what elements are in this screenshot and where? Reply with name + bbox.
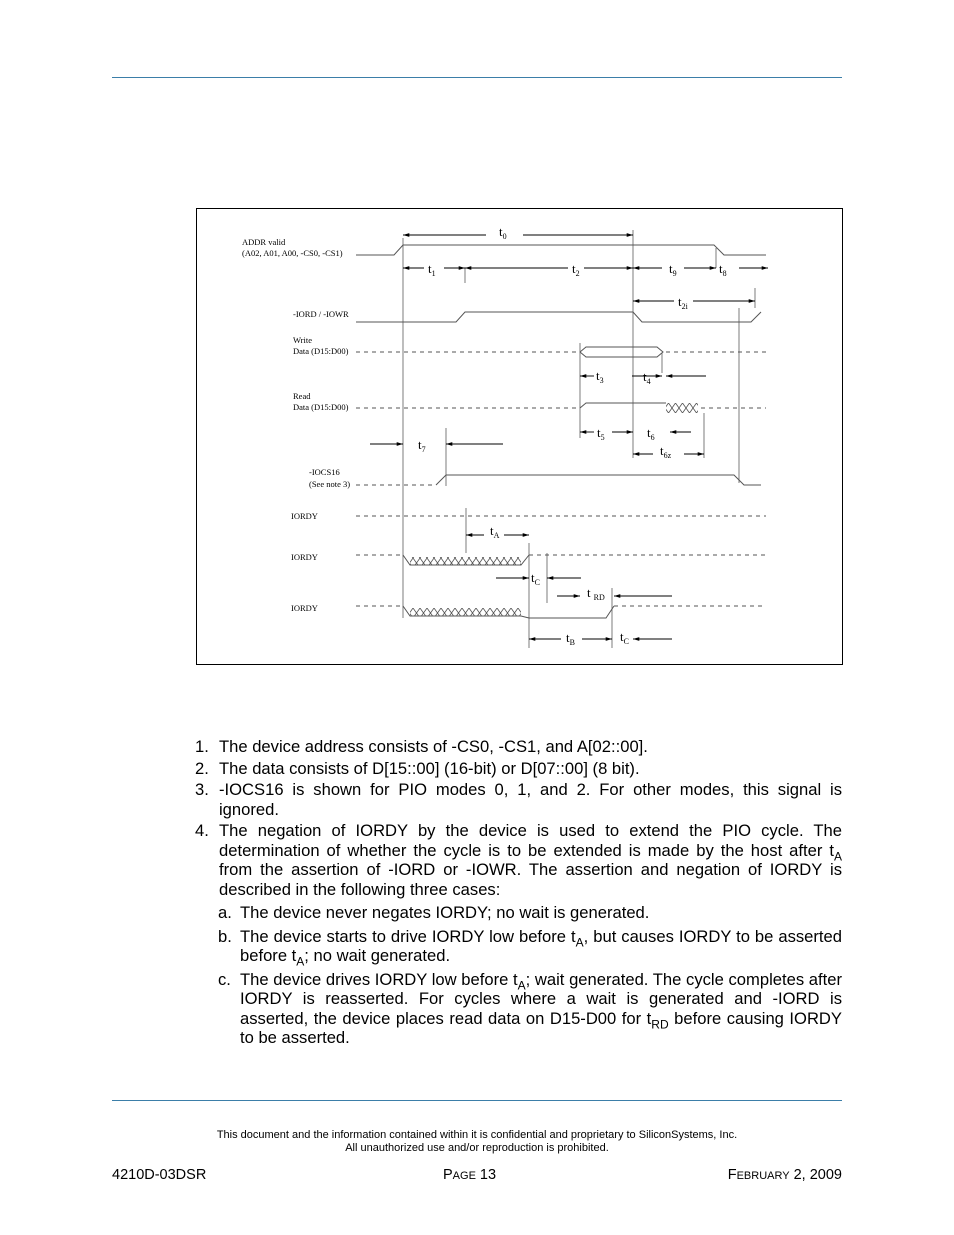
note-4b: b. The device starts to drive IORDY low before $t_A$, but causes IORDY to be asserted before $t_A$; no wait generated. [218, 926, 842, 969]
iord-iowr-wave [356, 312, 761, 322]
timing-t7: $t_7$ [418, 437, 426, 454]
label-write-1: Write [293, 335, 313, 345]
label-addr-1: ADDR valid [242, 237, 286, 247]
label-iocs-2: (See note 3) [309, 479, 351, 489]
timing-t4: $t_4$ [643, 369, 651, 386]
doc-date: FEBRUARY 2, 2009 [727, 1167, 842, 1183]
timing-tA: $t_A$ [490, 523, 500, 540]
pio-timing-diagram [196, 208, 843, 665]
diagram-frame [197, 209, 843, 665]
note-4c: c. The device drives IORDY low before $t_A$; wait generated. The cycle completes after IORDY is reasserted. For cycles where a wait is generated and -IORD is asserted, the device places read data on D15-D00 for $t_{RD}$ before causing IORDY to be asserted. [218, 969, 842, 1047]
timing-t2i: $t_{2i}$ [678, 294, 688, 311]
timing-arrows [370, 235, 768, 639]
footer-rule [112, 1100, 842, 1101]
timing-tC-1: $t_C$ [531, 570, 540, 587]
confidentiality-line-1: This document and the information contained within it is confidential and proprietary to SiliconSystems, Inc. [216, 1129, 738, 1141]
note-4: 4. The negation of IORDY by the device is used to extend the PIO cycle. The determination of whether the cycle is to be extended is made by the host after $t_A$ from the assertion of -IORD or -IOWR. The assertion and negation of IORDY is described in the following three cases: [195, 821, 842, 899]
timing-t8: $t_8$ [719, 261, 727, 278]
label-read-1: Read [293, 391, 311, 401]
confidentiality-line-2: All unauthorized use and/or reproduction is prohibited. [345, 1142, 609, 1154]
header-rule [112, 77, 842, 78]
timing-t3: $t_3$ [596, 368, 604, 385]
doc-id: 4210D-03DSR [112, 1167, 207, 1183]
timing-t6z: $t_{6z}$ [660, 443, 672, 460]
reference-lines [403, 230, 755, 648]
notes-list [195, 737, 842, 1048]
confidentiality-notice [0, 1129, 954, 1155]
label-read-2: Data (D15:D00) [293, 402, 349, 412]
addr-valid-wave [356, 245, 766, 255]
note-2: 2. The data consists of D[15::00] (16-bit) or D[07::00] (8 bit). [195, 758, 640, 778]
note-4a: a. The device never negates IORDY; no wait is generated. [218, 903, 650, 922]
label-addr-2: (A02, A01, A00, -CS0, -CS1) [242, 248, 343, 258]
timing-t1: $t_1$ [428, 261, 436, 278]
note-1: 1. The device address consists of -CS0, -CS1, and A[02::00]. [195, 737, 648, 756]
timing-tB: $t_B$ [566, 630, 575, 647]
timing-t0: $t_0$ [499, 224, 507, 241]
timing-t9: $t_9$ [669, 261, 677, 278]
timing-t6: $t_6$ [647, 425, 655, 442]
signal-labels [242, 237, 350, 613]
timing-t2: $t_2$ [572, 261, 580, 278]
timing-tC-2: $t_C$ [620, 629, 629, 646]
page-number: PAGE 13 [443, 1167, 497, 1183]
timing-tRD: t $_{RD}$ [587, 585, 605, 602]
label-write-2: Data (D15:D00) [293, 346, 349, 356]
label-iordy-a: IORDY [291, 511, 318, 521]
label-iord: -IORD / -IOWR [293, 309, 349, 319]
timing-t5: $t_5$ [597, 425, 605, 442]
label-iordy-c: IORDY [291, 603, 318, 613]
label-iordy-b: IORDY [291, 552, 318, 562]
label-iocs-1: -IOCS16 [309, 467, 340, 477]
note-3: 3. -IOCS16 is shown for PIO modes 0, 1, and 2. For other modes, this signal is ignored. [195, 780, 842, 819]
